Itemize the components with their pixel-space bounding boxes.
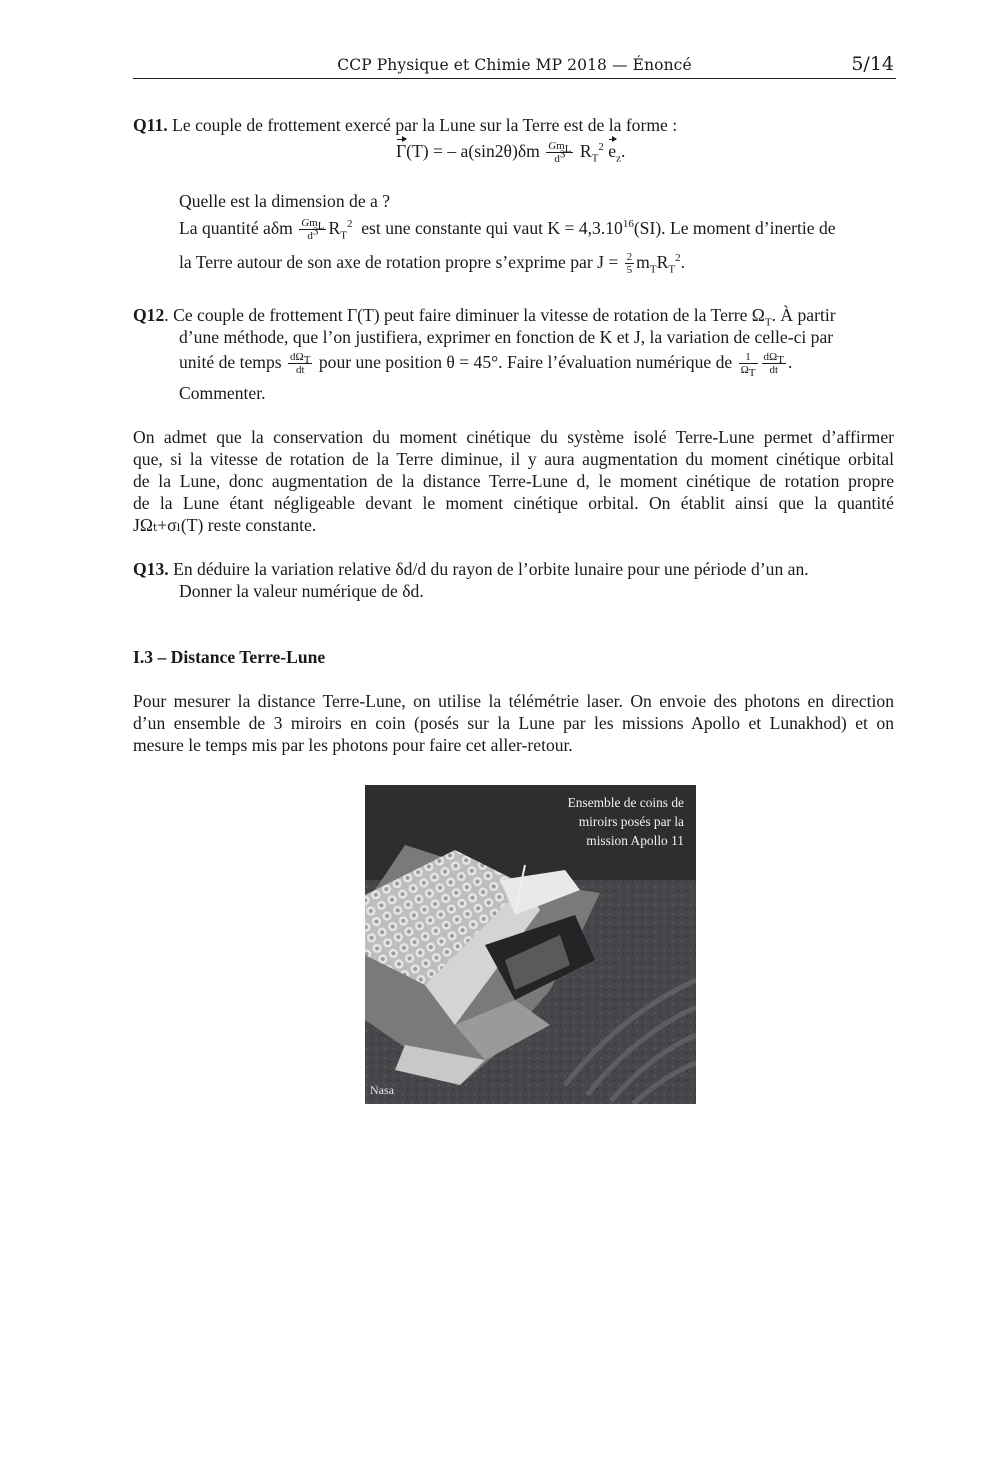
q11-line3: la Terre autour de son axe de rotation propre s’exprime par J = $\frac{2}{5}$ $m_TR_T^2$.: [179, 251, 685, 277]
paragraph-last: JΩₜ+σₗ(T) reste constante.: [133, 515, 317, 535]
q11-question: Quelle est la dimension de a ?: [179, 191, 391, 211]
q12-line1: Q12. Ce couple de frottement Γ(T) peut faire diminuer la vitesse de rotation de la Terre $\Omega_T$. À partir: [133, 305, 836, 329]
paragraph-line-4: de la Lune étant négligeable devant le moment cinétique orbital. On établit ainsi que la quantité: [133, 493, 894, 513]
q11-intro-text: Le couple de frottement exercé par la Lune sur la Terre est de la forme :: [172, 115, 678, 135]
header-title: CCP Physique et Chimie MP 2018 — Énoncé: [337, 56, 692, 74]
q12-line4: Commenter.: [179, 383, 266, 403]
q13-label: Q13.: [133, 559, 169, 579]
q11-line2: La quantité aδm $\frac{Gm_L}{d^3}$ $R_T^2$ est une constante qui vaut $K = 4,3.10^{16}(SI)$. Le moment d’inertie de: [179, 217, 836, 243]
q11-line2-end: (SI). Le moment d’inertie de: [633, 218, 836, 238]
section-line-1: Pour mesurer la distance Terre-Lune, on utilise la télémétrie laser. On envoie des photons en direction: [133, 691, 894, 711]
paragraph-line-1: On admet que la conservation du moment cinétique du système isolé Terre-Lune permet d’affirmer: [133, 427, 894, 447]
q11-line2-start: La quantité aδm: [179, 218, 293, 238]
q12-label: Q12: [133, 305, 165, 325]
q11-line2-mid: est une constante qui vaut K = 4,3.10: [361, 218, 623, 238]
section-line-2: d’un ensemble de 3 miroirs en coin (posés sur la Lune par les missions Apollo et Lunakhod) et on: [133, 713, 894, 733]
paragraph-line-3: de la Lune, donc augmentation de la distance Terre-Lune d, le moment cinétique de rotation propre: [133, 471, 894, 491]
q11-line3-text: la Terre autour de son axe de rotation propre s’exprime par J =: [179, 252, 619, 272]
q12-line1-end: . À partir: [771, 305, 836, 325]
q13-line1: [133, 558, 809, 580]
q13-line2: Donner la valeur numérique de δd.: [179, 581, 424, 601]
q11-formula: Γ(T) = – a(sin2θ)δm $\frac{Gm_L}{d^3}$ $R_T^2$ $e_z$.: [396, 140, 626, 166]
photo-credit: Nasa: [370, 1083, 394, 1097]
q12-line3-mid: pour une position θ = 45°. Faire l’évaluation numérique de: [318, 352, 733, 372]
q11-exponent: 16: [622, 218, 634, 231]
q12-line1-text: . Ce couple de frottement Γ(T) peut faire diminuer la vitesse de rotation de la Terre Ω: [164, 305, 765, 325]
q12-line3-start: unité de temps: [179, 352, 282, 372]
q11-label: Q11.: [133, 115, 168, 135]
section-line-3: mesure le temps mis par les photons pour faire cet aller-retour.: [133, 735, 573, 755]
section-title: I.3 – Distance Terre-Lune: [133, 647, 326, 667]
paragraph-line-2: que, si la vitesse de rotation de la Terre diminue, il y aura augmentation du moment cinétique orbital: [133, 449, 894, 469]
photo-caption: Ensemble de coins de miroirs posés par la mission Apollo 11: [567, 795, 684, 848]
q12-line3: unité de temps $\frac{d\Omega_T}{dt}$ pour une position θ = 45°. Faire l’évaluation numérique de $\frac{1}{\Omega_T}$ $\frac{d\Omega_T}{dt}$ .: [179, 351, 793, 380]
page-header: [133, 54, 896, 79]
apollo-reflector-photo: [365, 785, 696, 1104]
q12-line2: d’une méthode, que l’on justifiera, exprimer en fonction de K et J, la variation de celle-ci par: [179, 327, 834, 347]
q11-intro: [133, 114, 677, 136]
q13-line1-text: En déduire la variation relative δd/d du rayon de l’orbite lunaire pour une période d’un an.: [173, 559, 809, 579]
page-number: 5/14: [851, 53, 894, 75]
